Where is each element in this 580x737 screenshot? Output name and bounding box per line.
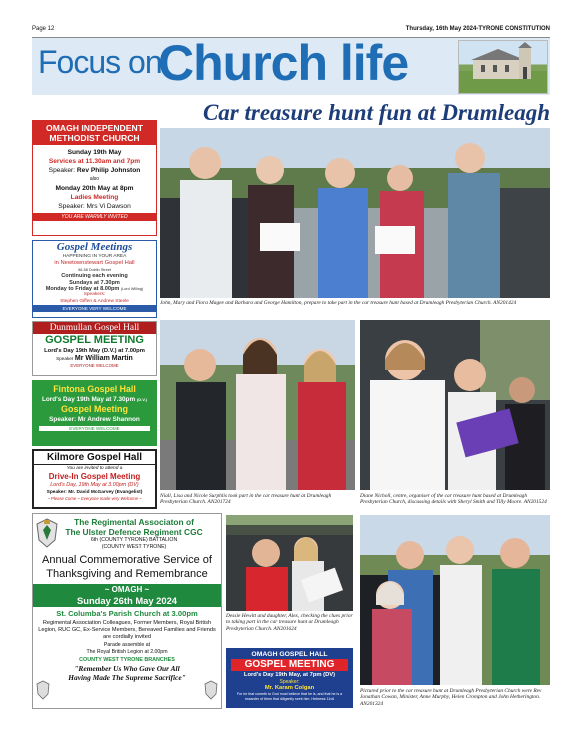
caption-photo-5: Pictured prior to the car treasure hunt at Drumleagh Presbyterian Church were Rev Jonathan Cowan, Minister, Anne Murphy, Helen Crompton and John Hetherington. AN201324 — [360, 688, 542, 707]
photo-group-of-five — [160, 128, 550, 298]
ad6-county: (COUNTY WEST TYRONE) — [101, 544, 167, 550]
caption-photo-2: Niall, Lisa and Nicole Surphlis took part in the car treasure hunt at Drumleagh Presbyterian Church. AN201724 — [160, 493, 332, 506]
udr-badge-icon — [36, 518, 58, 548]
ad2-line-3: 56-58 Dublin Street — [78, 267, 111, 272]
ad1-title-1: OMAGH INDEPENDENT — [46, 123, 143, 133]
ad4-line-2: Gospel Meeting — [60, 404, 128, 414]
ad2-line-1: HAPPENING IN YOUR AREA — [62, 254, 127, 259]
ad6-title-1: The Regimental Associaton of — [74, 517, 194, 527]
caption-photo-1: John, Mary and Flora Magee and Barbara and George Hamilton, prepare to take part in the car treasure hunt based at Drumleagh Presbyterian Church. AN201424 — [160, 300, 517, 306]
ad4-footer: EVERYONE WELCOME — [39, 426, 150, 431]
ad-omagh-gospel-hall — [226, 648, 353, 708]
ad-kilmore-gospel-hall — [32, 449, 157, 509]
ad1-speaker: Rev Philip Johnston — [76, 167, 141, 174]
ad-newtownstewart-gospel — [32, 240, 157, 318]
ad-udr-remembrance-service — [32, 513, 222, 709]
ad6-branches: COUNTY WEST TYRONE BRANCHES — [79, 657, 175, 663]
ad7-sub: GOSPEL MEETING — [231, 659, 348, 671]
ad6-omagh: ~ OMAGH ~ — [104, 585, 150, 594]
ad2-line-6: Monday to Friday at 8.00pm — [45, 286, 120, 293]
ad1-speaker-label: Speaker: — [48, 167, 76, 174]
ad6-parade-2: The Royal British Legion at 2.00pm — [86, 649, 168, 655]
ad1-speaker2: Mrs Vi Dawson — [86, 203, 131, 210]
ad1-footer: YOU ARE WARMLY INVITED — [33, 213, 156, 221]
ad6-title-2: The Ulster Defence Regiment CGC — [65, 527, 203, 537]
ad6-date: Sunday 26th May 2024 — [76, 595, 178, 606]
ad-fintona-gospel-hall — [32, 380, 157, 446]
ad5-title: Kilmore Gospel Hall — [34, 451, 155, 465]
photo-surphlis-family — [160, 320, 355, 490]
ad1-speaker2-label: Speaker: — [58, 203, 85, 210]
ad6-service-2: Thanksgiving and Remembrance — [46, 568, 208, 580]
ad1-date: Sunday 19th May — [67, 149, 122, 156]
caption-photo-3: Diane Nicholl, centre, organiser of the car treasure hunt based at Drumleagh Presbyterian Church, discussing details with Sheryl Smith and Tilly Moore. AN201524 — [360, 493, 547, 506]
ad3-footer: EVERYONE WELCOME — [70, 363, 119, 368]
ad7-date: Lord's Day 19th May, at 7pm (DV) — [243, 672, 336, 678]
ad1-monday: Monday 20th May at 8pm — [55, 185, 134, 192]
ad6-quote-1: "Remember Us Who Gave Our All — [74, 664, 180, 673]
photo-rev-cowan-group — [360, 515, 550, 685]
page-number: Page 12 — [32, 26, 55, 32]
ad-omagh-independent-methodist — [32, 120, 157, 236]
masthead-church-life: Church life — [158, 35, 409, 91]
ad7-speaker: Mr. Karam Colgan — [264, 685, 315, 691]
ad4-title: Fintona Gospel Hall — [53, 384, 136, 394]
ad1-ladies: Ladies Meeting — [70, 194, 119, 201]
ad1-also: also — [89, 176, 100, 182]
ad6-battalion: 6th (COUNTY TYRONE) BATTALION — [90, 537, 178, 543]
ad-dunmullan-gospel-hall — [32, 321, 157, 376]
ad5-line-3: Lord's Day, 19th May at 3.00pm (DV) — [50, 482, 139, 488]
ad3-sub: GOSPEL MEETING — [45, 334, 144, 346]
ad7-speaker-label: Speaker: — [279, 679, 300, 685]
remembrance-badge-right-icon — [204, 680, 218, 700]
ad6-quote-2: Having Made The Supreme Sacrifice" — [68, 673, 186, 682]
ad2-title: Gospel Meetings — [56, 241, 133, 253]
ad2-line-4: Continuing each evening — [61, 273, 128, 280]
photo-diane-nicholl — [360, 320, 550, 490]
ad5-line-4: Speaker: Mr. David McGarvey (Evangelist) — [46, 490, 143, 495]
ad3-line-1: Lord's Day 19th May (D.V.) at 7.00pm — [44, 348, 145, 354]
ad2-line-5: Sundays at 7.30pm — [69, 279, 120, 286]
photo-dessie-hewitt — [226, 515, 353, 611]
ad5-line-5: ~ Please Come ~ Everyone made very Welcome ~ — [47, 496, 142, 501]
ad2-speakers: Stephen Giffen & Andrew Steele — [60, 298, 129, 304]
ad6-parade-1: Parade assemble at — [103, 642, 151, 648]
ad2-speakers-label: Speakers: — [83, 292, 106, 298]
ad3-speaker-label: Speaker — [56, 356, 74, 361]
ad2-footer: EVERYONE VERY WELCOME — [33, 305, 156, 312]
ad3-title: Dunmullan Gospel Hall — [33, 322, 156, 334]
ad6-invitation: Regimental Association Colleagues, Former Members, Royal British Legion, RUC GC, Ex-Service Members, Bereaved Families and Friends are cordially invited — [38, 620, 216, 640]
ad1-services: Services at 11.30am and 7pm — [48, 158, 141, 165]
ad7-title: OMAGH GOSPEL HALL — [251, 651, 328, 658]
ad2-line-2: in Newtownstewart Gospel Hall — [54, 260, 135, 267]
ad4-line-1b: (D.V.) — [136, 397, 147, 402]
caption-photo-4: Dessie Hewitt and daughter, Alex, checking the clues prior to taking part in the car treasure hunt at Drumleagh Presbyterian Church. AN201624 — [226, 613, 353, 632]
ad1-title-2: METHODIST CHURCH — [49, 133, 140, 143]
ad6-venue: St. Columba's Parish Church at 3.00pm — [56, 609, 198, 618]
ad3-speaker: Mr William Martin — [74, 355, 133, 362]
masthead-focus-on: Focus on — [38, 44, 162, 80]
remembrance-badge-left-icon — [36, 680, 50, 700]
ad5-line-1: You are invited to attend a — [66, 466, 123, 471]
ad7-verse: For he that cometh to God must believe that he is, and that he is a rewarder of them that diligently seek him. Hebrews 11v6 — [236, 692, 343, 701]
ad5-line-2: Drive-In Gospel Meeting — [48, 472, 141, 481]
church-image — [458, 40, 548, 94]
ad4-line-1: Lord's Day 19th May at 7.30pm — [41, 396, 136, 403]
dateline: Thursday, 16th May 2024-TYRONE CONSTITUTION — [405, 26, 550, 32]
ad2-line-6b: (Lord Willing) — [120, 287, 144, 292]
ad6-service-1: Annual Commemorative Service of — [42, 554, 212, 566]
ad4-line-3: Speaker: Mr Andrew Shannon — [49, 416, 140, 423]
headline: Car treasure hunt fun at Drumleagh — [202, 100, 550, 125]
